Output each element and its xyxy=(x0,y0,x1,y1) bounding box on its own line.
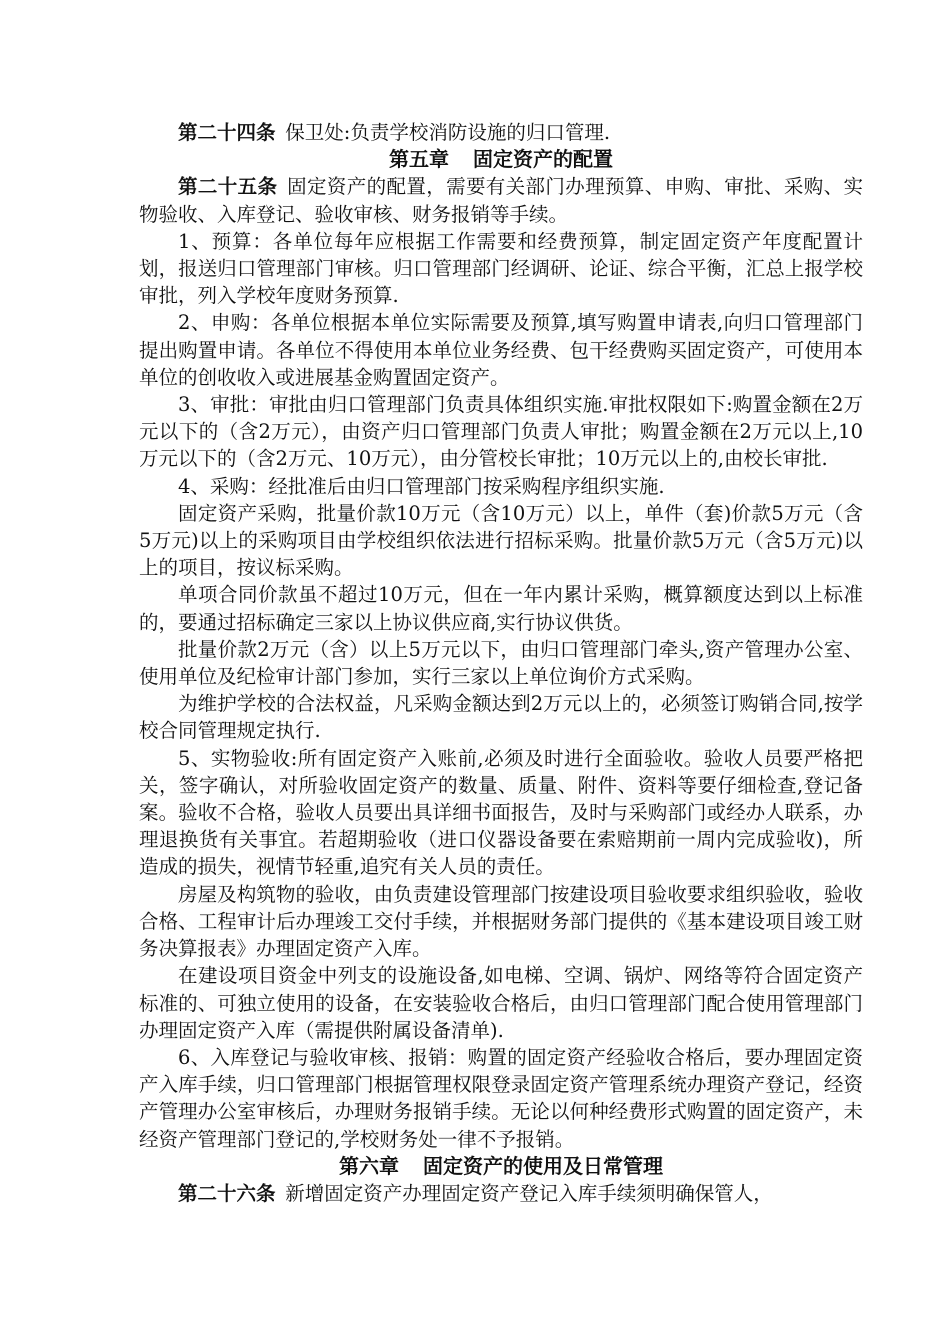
paragraph-approval: 3、审批：审批由归口管理部门负责具体组织实施.审批权限如下:购置金额在2万元以下的（含2万元），由资产归口管理部门负责人审批；购置金额在2万元以上,10万元以下的（含2万元、10万元），由分管校长审批；10万元以上的,由校长审批. xyxy=(139,393,863,471)
paragraph-tender: 固定资产采购，批量价款10万元（含10万元）以上，单件（套)价款5万元（含5万元)以上的采购项目由学校组织依法进行招标采购。批量价款5万元（含5万元)以上的项目，按议标采购。 xyxy=(139,501,863,580)
article-25 xyxy=(139,173,863,227)
chapter-5-heading xyxy=(139,146,863,173)
article-text: 固定资产的配置，需要有关部门办理预算、申购、审批、采购、实物验收、入库登记、验收审核、财务报销等手续。 xyxy=(139,175,863,226)
article-number: 第二十六条 xyxy=(178,1181,276,1205)
article-number: 第二十五条 xyxy=(178,175,278,199)
paragraph-purchase-request: 2、申购：各单位根据本单位实际需要及预算,填写购置申请表,向归口管理部门提出购置申请。各单位不得使用本单位业务经费、包干经费购买固定资产，可使用本单位的创收收入或进展基金购置固定资产。 xyxy=(139,311,863,389)
chapter-number: 第五章 xyxy=(389,147,449,172)
chapter-title: 固定资产的使用及日常管理 xyxy=(423,1153,663,1178)
article-24 xyxy=(139,119,863,146)
paragraph-cumulative: 单项合同价款虽不超过10万元，但在一年内累计采购，概算额度达到以上标准的，要通过招标确定三家以上协议供应商,实行协议供货。 xyxy=(139,583,863,634)
chapter-6-heading xyxy=(139,1153,863,1180)
paragraph-procurement: 4、采购：经批准后由归口管理部门按采购程序组织实施. xyxy=(178,474,665,498)
chapter-title: 固定资产的配置 xyxy=(473,147,613,172)
paragraph-budget: 1、预算：各单位每年应根据工作需要和经费预算，制定固定资产年度配置计划，报送归口管理部门审核。归口管理部门经调研、论证、综合平衡，汇总上报学校审批，列入学校年度财务预算. xyxy=(139,229,863,308)
chapter-number: 第六章 xyxy=(339,1153,399,1178)
article-text: 保卫处:负责学校消防设施的归口管理. xyxy=(285,121,611,144)
article-number: 第二十四条 xyxy=(178,121,276,144)
article-26 xyxy=(139,1180,863,1207)
article-text: 新增固定资产办理固定资产登记入库手续须明确保管人， xyxy=(285,1181,773,1205)
paragraph-contract: 为维护学校的合法权益，凡采购金额达到2万元以上的，必须签订购销合同,按学校合同管理规定执行. xyxy=(139,692,863,743)
paragraph-inquiry: 批量价款2万元（含）以上5万元以下，由归口管理部门牵头,资产管理办公室、使用单位及纪检审计部门参加，实行三家以上单位询价方式采购。 xyxy=(139,637,863,689)
paragraph-buildings: 房屋及构筑物的验收，由负责建设管理部门按建设项目验收要求组织验收，验收合格、工程审计后办理竣工交付手续，并根据财务部门提供的《基本建设项目竣工财务决算报表》办理固定资产入库。 xyxy=(139,882,863,961)
paragraph-acceptance: 5、实物验收:所有固定资产入账前,必须及时进行全面验收。验收人员要严格把关，签字确认，对所验收固定资产的数量、质量、附件、资料等要仔细检查,登记备案。验收不合格，验收人员要出具详细书面报告，及时与采购部门或经办人联系，办理退换货有关事宜。若超期验收（进口仪器设备要在索赔期前一周内完成验收)，所造成的损失，视情节轻重,追究有关人员的责任。 xyxy=(139,746,863,879)
document-page xyxy=(139,119,863,1207)
paragraph-equipment: 在建设项目资金中列支的设施设备,如电梯、空调、锅炉、网络等符合固定资产标准的、可独立使用的设备，在安装验收合格后，由归口管理部门配合使用管理部门办理固定资产入库（需提供附属设备清单). xyxy=(139,964,863,1042)
paragraph-registration: 6、入库登记与验收审核、报销：购置的固定资产经验收合格后，要办理固定资产入库手续，归口管理部门根据管理权限登录固定资产管理系统办理资产登记，经资产管理办公室审核后，办理财务报销手续。无论以何种经费形式购置的固定资产，未经资产管理部门登记的,学校财务处一律不予报销。 xyxy=(139,1045,863,1151)
